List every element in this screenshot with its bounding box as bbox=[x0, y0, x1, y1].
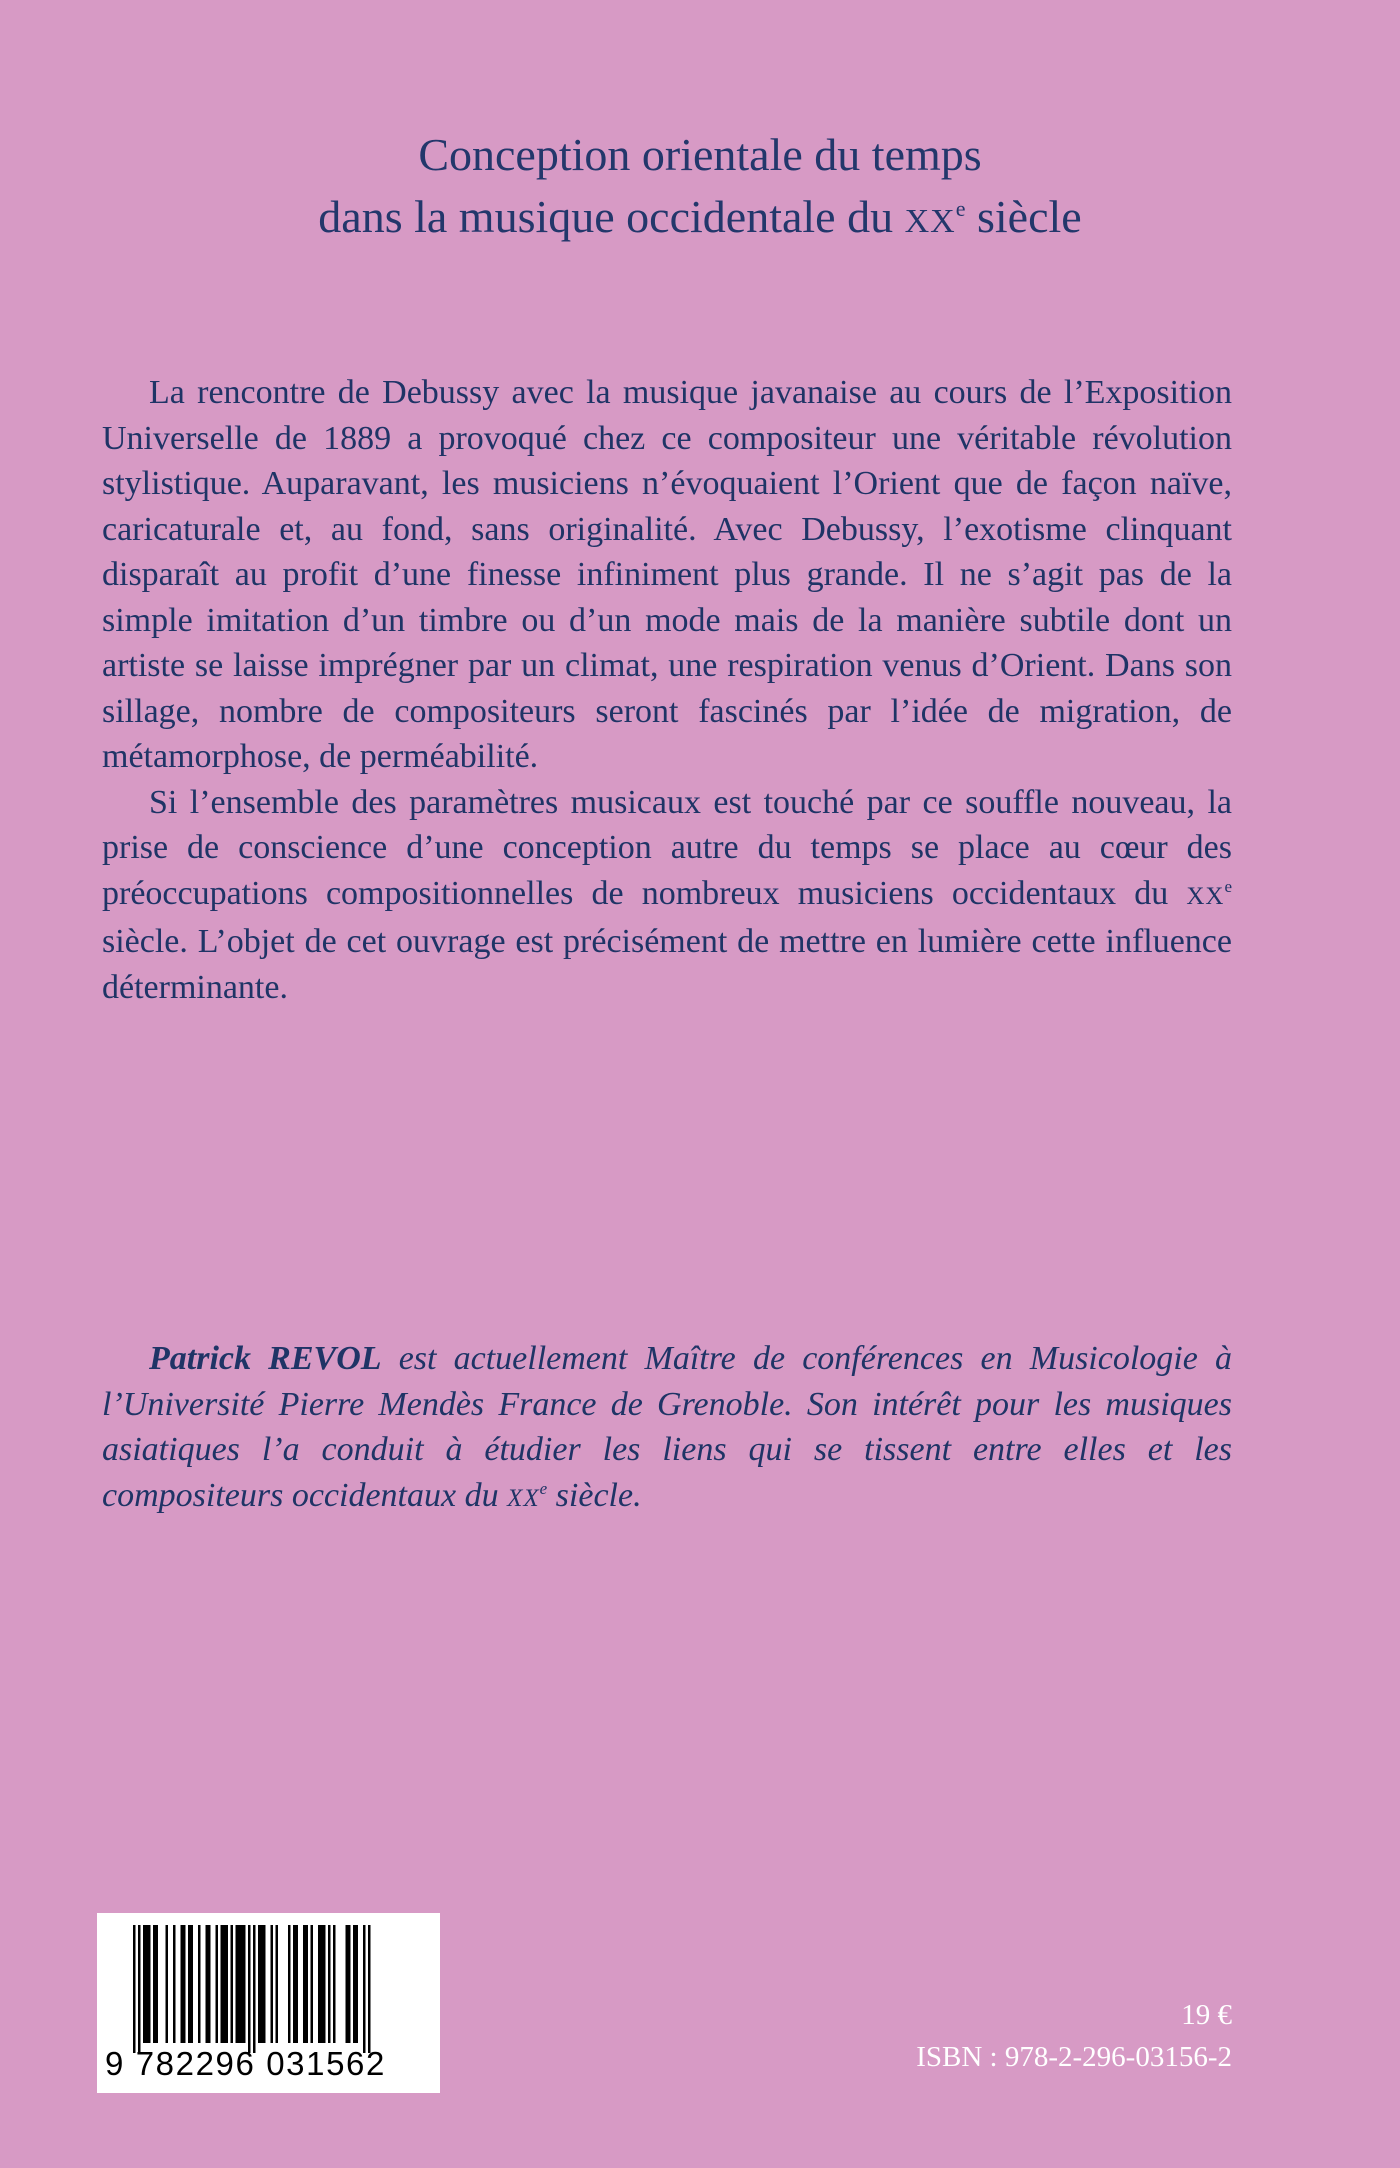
blurb-century: XX bbox=[1186, 882, 1225, 910]
barcode-bar bbox=[238, 1925, 241, 2043]
barcode-bar bbox=[206, 1925, 209, 2043]
author-century: XX bbox=[507, 1484, 540, 1512]
barcode-bar bbox=[133, 1925, 136, 2053]
barcode-bar bbox=[236, 1925, 239, 2043]
barcode-bar bbox=[348, 1925, 351, 2043]
title-line-2-start: dans la musique occidentale du bbox=[318, 191, 905, 242]
barcode-bar bbox=[293, 1925, 296, 2043]
barcode-bar bbox=[173, 1925, 176, 2043]
barcode-bar bbox=[208, 1925, 211, 2043]
isbn: ISBN : 978-2-296-03156-2 bbox=[916, 2041, 1232, 2073]
barcode-bar bbox=[288, 1925, 291, 2043]
title-century-suffix: e bbox=[955, 196, 966, 221]
barcode-bar bbox=[191, 1925, 194, 2043]
barcode-bar bbox=[166, 1925, 169, 2043]
barcode-bar bbox=[363, 1925, 366, 2053]
barcode-bar bbox=[241, 1925, 244, 2043]
blurb-paragraph-2-end: siècle. L’objet de cet ouvrage est précisément de mettre en lumière cette influence déterminante. bbox=[102, 923, 1232, 1006]
barcode-bar bbox=[323, 1925, 326, 2043]
barcode-bar bbox=[226, 1925, 229, 2043]
barcode-bar bbox=[318, 1925, 321, 2043]
barcode-bar bbox=[368, 1925, 371, 2053]
title-line-2 bbox=[0, 186, 1400, 253]
barcode-bar bbox=[223, 1925, 226, 2043]
barcode-bar bbox=[258, 1925, 261, 2043]
barcode-bar bbox=[356, 1925, 359, 2043]
barcode-digits: 9 782296 031562 bbox=[105, 2045, 386, 2082]
blurb-paragraph-1: La rencontre de Debussy avec la musique javanaise au cours de l’Exposition Universelle de 1889 a provoqué chez ce compositeur une véritable révolution stylistique. Auparavant, les musiciens n’évoquaient l’Orient que de façon naïve, caricaturale et, au fond, sans originalité. Avec Debussy, l’exotisme clinquant disparaît au profit d’une finesse infiniment plus grande. Il ne s’agit pas de la simple imitation d’un timbre ou d’un mode mais de la manière subtile dont un artiste se laisse imprégner par un climat, une respiration venus d’Orient. Dans son sillage, nombre de compositeurs seront fascinés par l’idée de migration, de métamorphose, de perméabilité. bbox=[102, 374, 1232, 775]
blurb-paragraph-2-start: Si l’ensemble des paramètres musicaux est touché par ce souffle nouveau, la prise de conscience d’une conception autre du temps se place au cœur des préoccupations compositionnelles de nombreux musiciens occidentaux du bbox=[102, 783, 1232, 912]
author-century-suffix: e bbox=[539, 1478, 548, 1498]
barcode-bar bbox=[311, 1925, 314, 2043]
barcode-bar bbox=[253, 1925, 256, 2053]
barcode-bar bbox=[306, 1925, 309, 2043]
barcode-bar bbox=[353, 1925, 356, 2043]
blurb-paragraph-2 bbox=[102, 780, 1232, 1011]
barcode-bar bbox=[271, 1925, 274, 2043]
barcode-bar bbox=[143, 1925, 146, 2043]
barcode-bar bbox=[328, 1925, 331, 2043]
barcode bbox=[97, 1913, 440, 2093]
author-name: Patrick REVOL bbox=[149, 1340, 382, 1377]
barcode-bar bbox=[261, 1925, 264, 2043]
barcode-bar bbox=[263, 1925, 266, 2043]
author-bio-end: siècle. bbox=[547, 1476, 642, 1514]
barcode-bar bbox=[183, 1925, 186, 2043]
barcode-bar bbox=[156, 1925, 159, 2043]
barcode-bar bbox=[231, 1925, 234, 2043]
barcode-bar bbox=[198, 1925, 201, 2043]
barcode-bar bbox=[303, 1925, 306, 2043]
barcode-bar bbox=[188, 1925, 191, 2043]
blurb-century-suffix: e bbox=[1224, 876, 1232, 896]
barcode-bar bbox=[153, 1925, 156, 2043]
barcode-bar bbox=[296, 1925, 299, 2043]
barcode-bar bbox=[146, 1925, 149, 2043]
barcode-bar bbox=[333, 1925, 336, 2043]
author-bio bbox=[102, 1336, 1232, 1521]
barcode-bar bbox=[321, 1925, 324, 2043]
price: 19 € bbox=[1181, 1999, 1232, 2031]
book-title bbox=[0, 124, 1400, 253]
title-line-1: Conception orientale du temps bbox=[418, 129, 982, 180]
barcode-bar bbox=[243, 1925, 246, 2043]
barcode-bar bbox=[276, 1925, 279, 2043]
author-bio-start: est actuellement Maître de conférences en Musicologie à l’Université Pierre Mendès France de Grenoble. Son intérêt pour les musiques asiatiques l’a conduit à étudier les liens qui se tissent entre elles et les compositeurs occidentaux du bbox=[102, 1340, 1232, 1514]
barcode-bar bbox=[181, 1925, 184, 2043]
barcode-bar bbox=[346, 1925, 349, 2043]
title-line-2-end: siècle bbox=[965, 191, 1082, 242]
title-century: XX bbox=[904, 203, 956, 240]
book-blurb bbox=[102, 370, 1232, 1010]
barcode-bar bbox=[138, 1925, 141, 2053]
barcode-bar bbox=[216, 1925, 219, 2043]
barcode-bar bbox=[221, 1925, 224, 2043]
barcode-bar bbox=[248, 1925, 251, 2053]
barcode-bar bbox=[148, 1925, 151, 2043]
